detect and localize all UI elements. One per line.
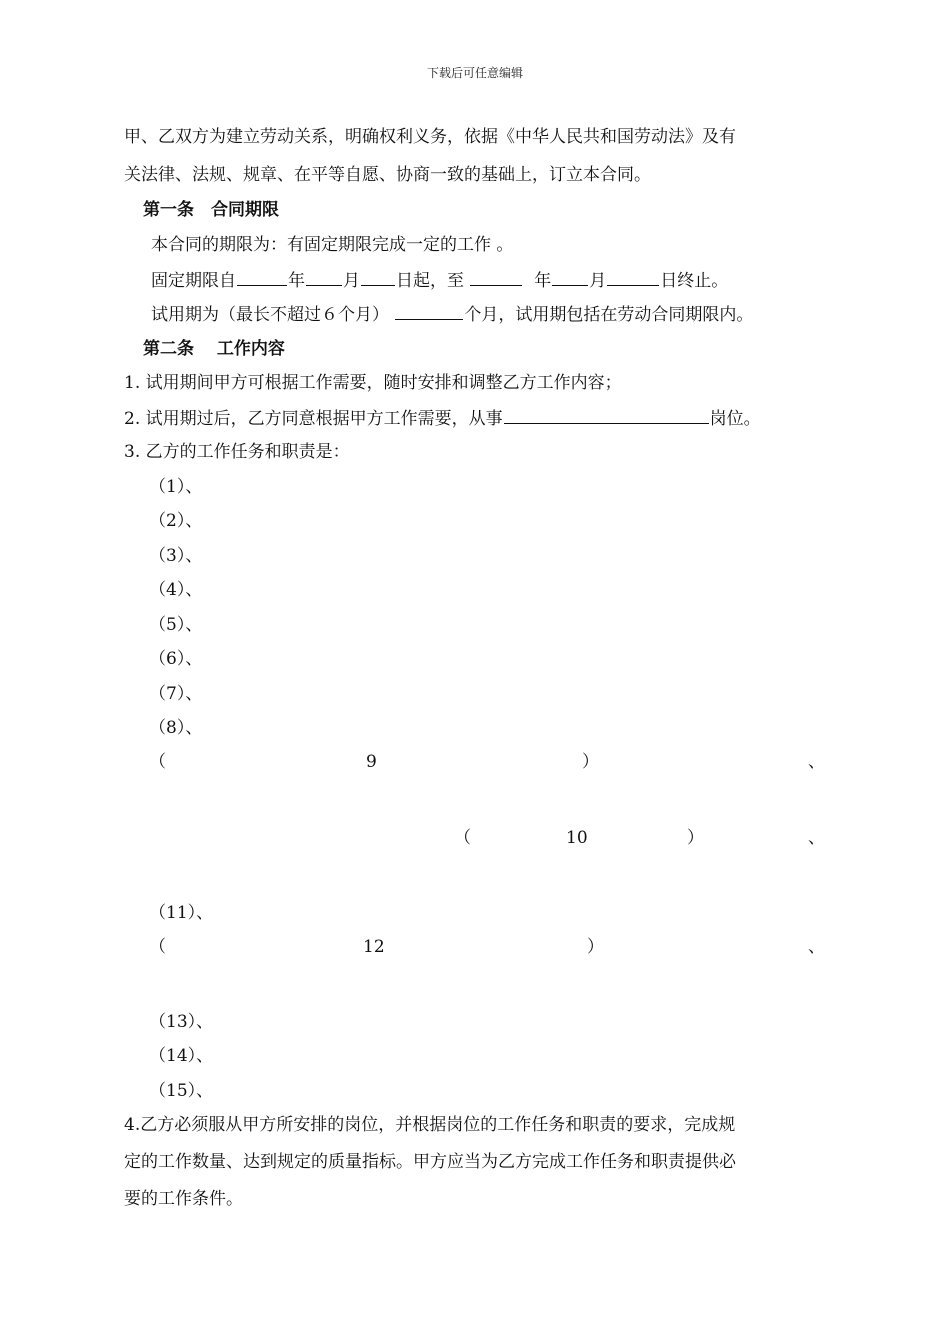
end-month-label: 月 [589,271,607,291]
duty-12-number: 12 [363,937,385,957]
duty-9-open: （ [149,752,166,772]
end-day-label: 日终止。 [660,271,729,291]
work-item-3: 3. 乙方的工作任务和职责是： [124,442,350,462]
start-year-blank[interactable] [237,268,287,286]
duty-12-close: ） [587,937,604,957]
contract-term: 本合同的期限为：有固定期限完成一定的工作 。 [151,235,514,255]
duty-2: （2）、 [149,511,203,531]
probation-prefix: 试用期为（最长不超过６个月） [151,305,389,325]
duty-12-separator: 、 [808,937,825,957]
duty-14: （14）、 [149,1046,214,1066]
work-item-4-line-1: 4.乙方必须服从甲方所安排的岗位，并根据岗位的工作任务和职责的要求，完成规 [124,1115,736,1135]
duty-15: （15）、 [149,1081,214,1101]
end-year-label: 年 [534,271,552,291]
probation-suffix: 个月，试用期包括在劳动合同期限内。 [464,305,754,325]
position-blank[interactable] [504,406,709,424]
duty-7: （7）、 [149,684,203,704]
duty-6: （6）、 [149,649,203,669]
duty-9-close: ） [582,752,599,772]
article1-title: 第一条 合同期限 [143,200,279,220]
work-item-2-suffix: 岗位。 [709,409,761,429]
duty-11: （11）、 [149,903,214,923]
duty-5: （5）、 [149,615,203,635]
duty-13: （13）、 [149,1012,214,1032]
intro-line-1: 甲、乙双方为建立劳动关系，明确权利义务，依据《中华人民共和国劳动法》及有 [124,127,736,147]
duty-10-separator: 、 [808,828,825,848]
fixed-term-line [151,268,728,292]
page-header: 下载后可任意编辑 [426,66,523,80]
work-item-1: 1. 试用期间甲方可根据工作需要，随时安排和调整乙方工作内容； [124,373,622,393]
end-month-blank[interactable] [552,268,588,286]
intro-line-2: 关法律、法规、规章、在平等自愿、协商一致的基础上，订立本合同。 [124,165,651,185]
duty-10-close: ） [687,828,704,848]
duty-4: （4）、 [149,580,203,600]
work-item-4-line-3: 要的工作条件。 [124,1189,243,1209]
start-month-label: 月 [343,271,360,291]
work-item-4-line-2: 定的工作数量、达到规定的质量指标。甲方应当为乙方完成工作任务和职责提供必 [124,1152,736,1172]
article2-title: 第二条 工作内容 [143,339,285,359]
duty-8: （8）、 [149,718,203,738]
probation-line [151,302,753,326]
end-year-blank[interactable] [470,268,522,286]
start-month-blank[interactable] [306,268,342,286]
duty-12-open: （ [149,937,166,957]
duty-9-separator: 、 [808,752,825,772]
duty-10-open: （ [454,828,471,848]
fixed-term-prefix: 固定期限自 [151,271,236,291]
duty-3: （3）、 [149,546,203,566]
duty-10-number: 10 [566,828,588,848]
end-day-blank[interactable] [607,268,659,286]
start-day-label: 日起，至 [396,271,464,291]
duty-1: （1）、 [149,477,203,497]
duty-9-number: 9 [366,752,377,772]
probation-months-blank[interactable] [395,302,463,320]
start-day-blank[interactable] [361,268,395,286]
work-item-2-prefix: 2. 试用期过后，乙方同意根据甲方工作需要，从事 [124,409,503,429]
work-item-2 [124,406,761,430]
start-year-label: 年 [288,271,305,291]
